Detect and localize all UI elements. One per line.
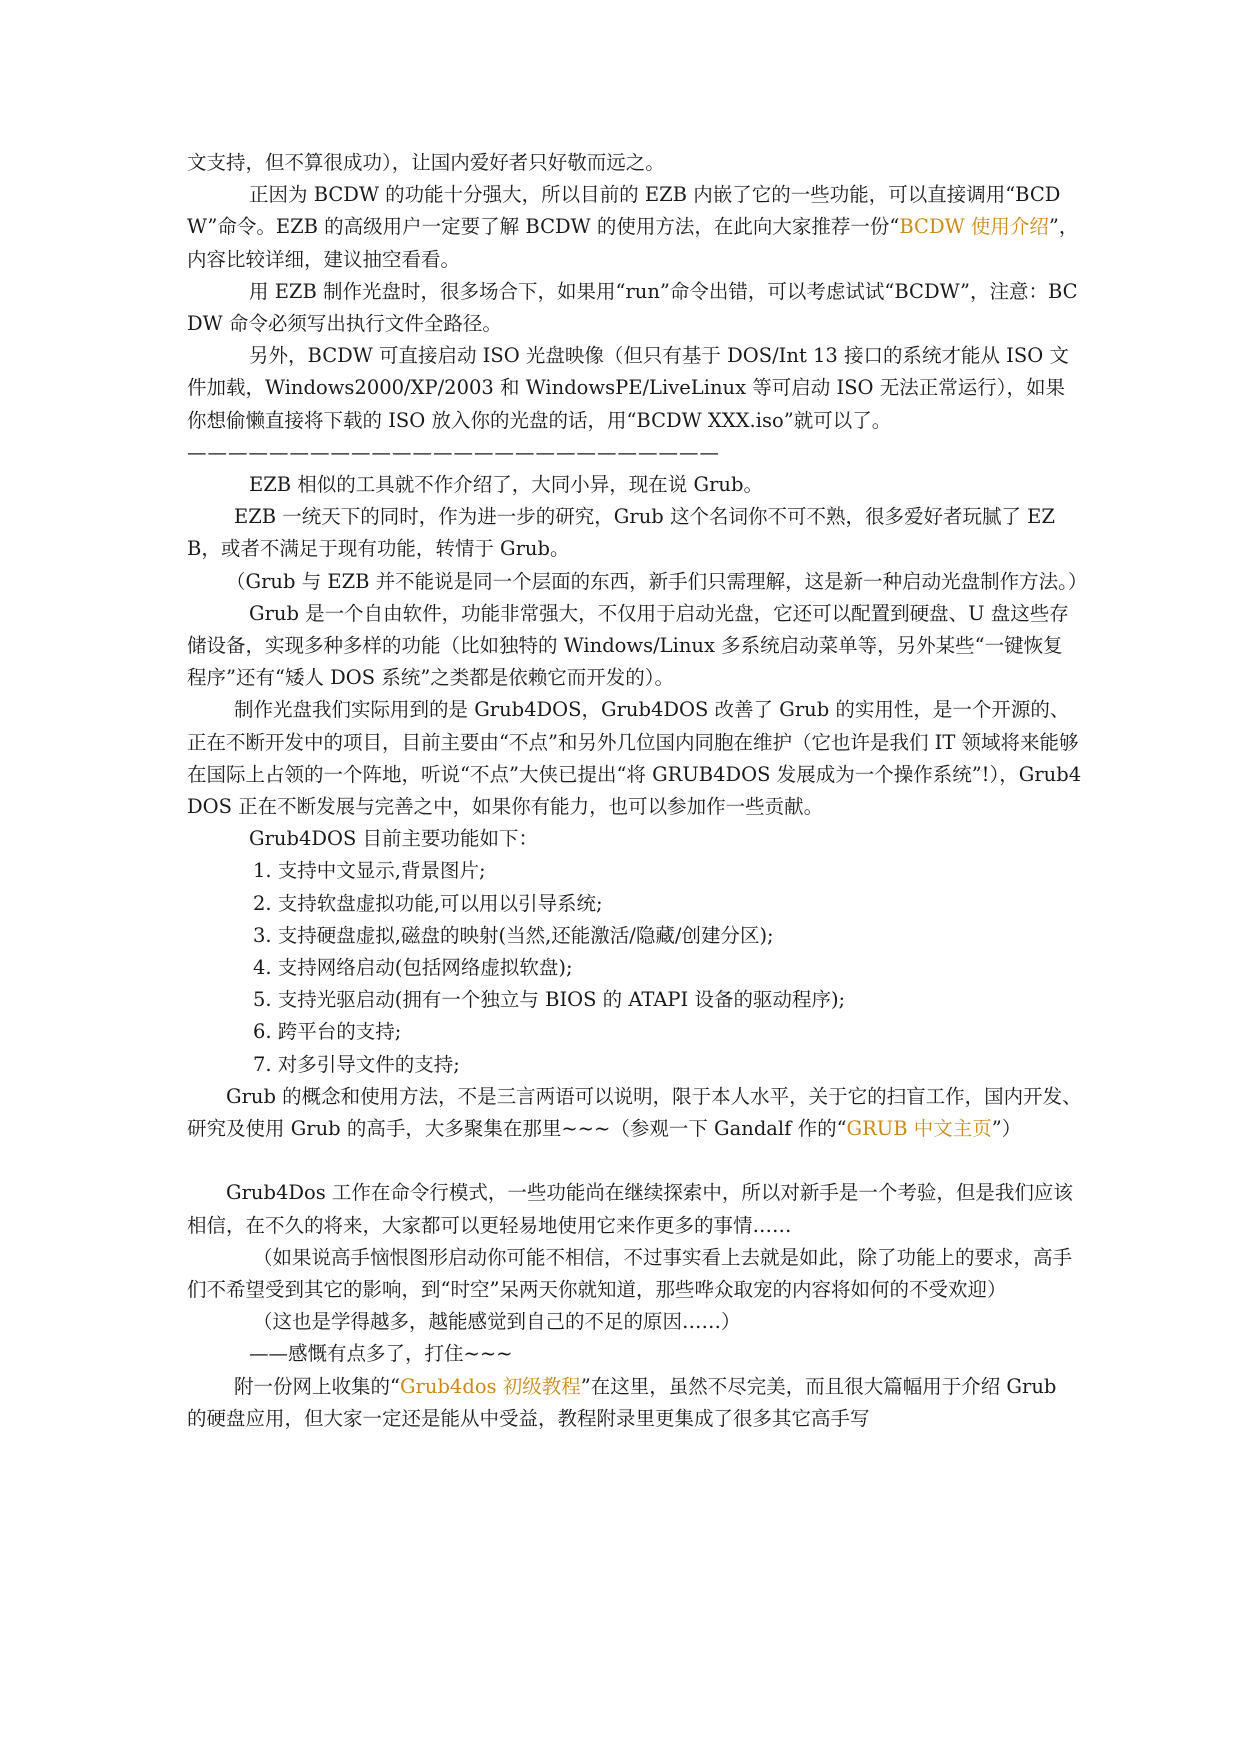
list-item: 1. 支持中文显示,背景图片;: [253, 859, 486, 883]
list-item: 2. 支持软盘虚拟功能,可以用以引导系统;: [253, 891, 603, 915]
paragraph-text: 正因为 BCDW 的功能十分强大，所以目前的 EZB 内嵌了它的一些功能，可以直接调用“BCDW”命令。EZB 的高级用户一定要了解 BCDW 的使用方法，在此向大家推荐一份“: [187, 183, 1061, 239]
list-item: 4. 支持网络启动(包括网络虚拟软盘);: [253, 956, 573, 980]
paragraph-grub-free: Grub 是一个自由软件，功能非常强大，不仅用于启动光盘，它还可以配置到硬盘、U 盘这些存储设备，实现多种多样的功能（比如独特的 Windows/Linux 多系统启动菜单等，另外某些“一键恢复程序”还有“矮人 DOS 系统”之类都是依赖它而开发的）。: [187, 601, 1069, 690]
divider-rule: ——————————————————————————: [187, 440, 720, 464]
paragraph-grub-note: （Grub 与 EZB 并不能说是同一个层面的东西，新手们只需理解，这是新一种启动光盘制作方法。）: [226, 569, 1088, 593]
paragraph-grub4dos-cli: Grub4Dos 工作在命令行模式，一些功能尚在继续探索中，所以对新手是一个考验，但是我们应该相信，在不久的将来，大家都可以更轻易地使用它来作更多的事情……: [187, 1181, 1073, 1237]
paragraph-text: 附一份网上收集的“: [234, 1374, 400, 1398]
paragraph-text: Grub 的概念和使用方法，不是三言两语可以说明，限于本人水平，关于它的扫盲工作，国内开发、研究及使用 Grub 的高手，大多聚集在那里~~~（参观一下 Gandalf 作的“: [187, 1084, 1082, 1141]
paragraph-features-heading: Grub4DOS 目前主要功能如下：: [249, 827, 539, 851]
list-item: 5. 支持光驱启动(拥有一个独立与 BIOS 的 ATAPI 设备的驱动程序);: [253, 988, 846, 1012]
paragraph-experts-note: （如果说高手恼恨图形启动你可能不相信，不过事实看上去就是如此，除了功能上的要求，高手们不希望受到其它的影响，到“时空”呆两天你就知道，那些哗众取宠的内容将如何的不受欢迎）: [187, 1245, 1073, 1301]
list-item: 7. 对多引导文件的支持;: [253, 1052, 460, 1076]
paragraph-grub4dos: 制作光盘我们实际用到的是 Grub4DOS，Grub4DOS 改善了 Grub 的实用性，是一个开源的、正在不断开发中的项目，目前主要由“不点”和另外几位国内同胞在维护（它也许是我们 IT 领域将来能够在国际上占领的一个阵地，听说“不点”大侠已提出“将 GRUB4DOS 发展成为一个操作系统”!），Grub4DOS 正在不断发展与完善之中，如果你有能力，也可以参加作一些贡献。: [187, 698, 1082, 819]
paragraph-1: 文支持，但不算很成功），让国内爱好者只好敬而远之。: [187, 151, 665, 174]
paragraph-ezb-grub: EZB 一统天下的同时，作为进一步的研究，Grub 这个名词你不可不熟，很多爱好者玩腻了 EZB，或者不满足于现有功能，转情于 Grub。: [187, 505, 1055, 561]
paragraph-stop-note: ——感慨有点多了，打住~~~: [249, 1342, 513, 1366]
grub4dos-tutorial-link[interactable]: Grub4dos 初级教程: [399, 1374, 581, 1398]
paragraph-grub-concept: [187, 1081, 1082, 1145]
paragraph-text: ”，内容比较详细，建议抽空看看。: [187, 215, 1079, 271]
document-body: [187, 147, 1088, 1435]
paragraph-grub-intro: EZB 相似的工具就不作介绍了，大同小异，现在说 Grub。: [249, 473, 763, 497]
paragraph-text: ”在这里，虽然不尽完美，而且很大篇幅用于介绍 Grub 的硬盘应用，但大家一定还是能从中受益，教程附录里更集成了很多其它高手写: [187, 1374, 1057, 1430]
paragraph-text: ”）: [991, 1117, 1022, 1141]
list-item: 3. 支持硬盘虚拟,磁盘的映射(当然,还能激活/隐藏/创建分区);: [253, 923, 774, 947]
paragraph-learning-note: （这也是学得越多，越能感觉到自己的不足的原因……）: [253, 1310, 741, 1334]
list-item: 6. 跨平台的支持;: [253, 1020, 402, 1044]
grub-homepage-link[interactable]: GRUB 中文主页: [846, 1117, 992, 1141]
paragraph-tutorial: [187, 1371, 1082, 1435]
paragraph-bcdw-run: 用 EZB 制作光盘时，很多场合下，如果用“run”命令出错，可以考虑试试“BCDW”，注意：BCDW 命令必须写出执行文件全路径。: [187, 279, 1078, 336]
blank-line: [187, 1145, 1082, 1177]
paragraph-bcdw-iso: 另外，BCDW 可直接启动 ISO 光盘映像（但只有基于 DOS/Int 13 接口的系统才能从 ISO 文件加载，Windows2000/XP/2003 和 WindowsPE/LiveLinux 等可启动 ISO 无法正常运行），如果你想偷懒直接将下载的 ISO 放入你的光盘的话，用“BCDW XXX.iso”就可以了。: [187, 344, 1069, 432]
paragraph-bcdw-intro: [187, 179, 1082, 276]
bcdw-guide-link[interactable]: BCDW 使用介绍: [899, 215, 1049, 239]
